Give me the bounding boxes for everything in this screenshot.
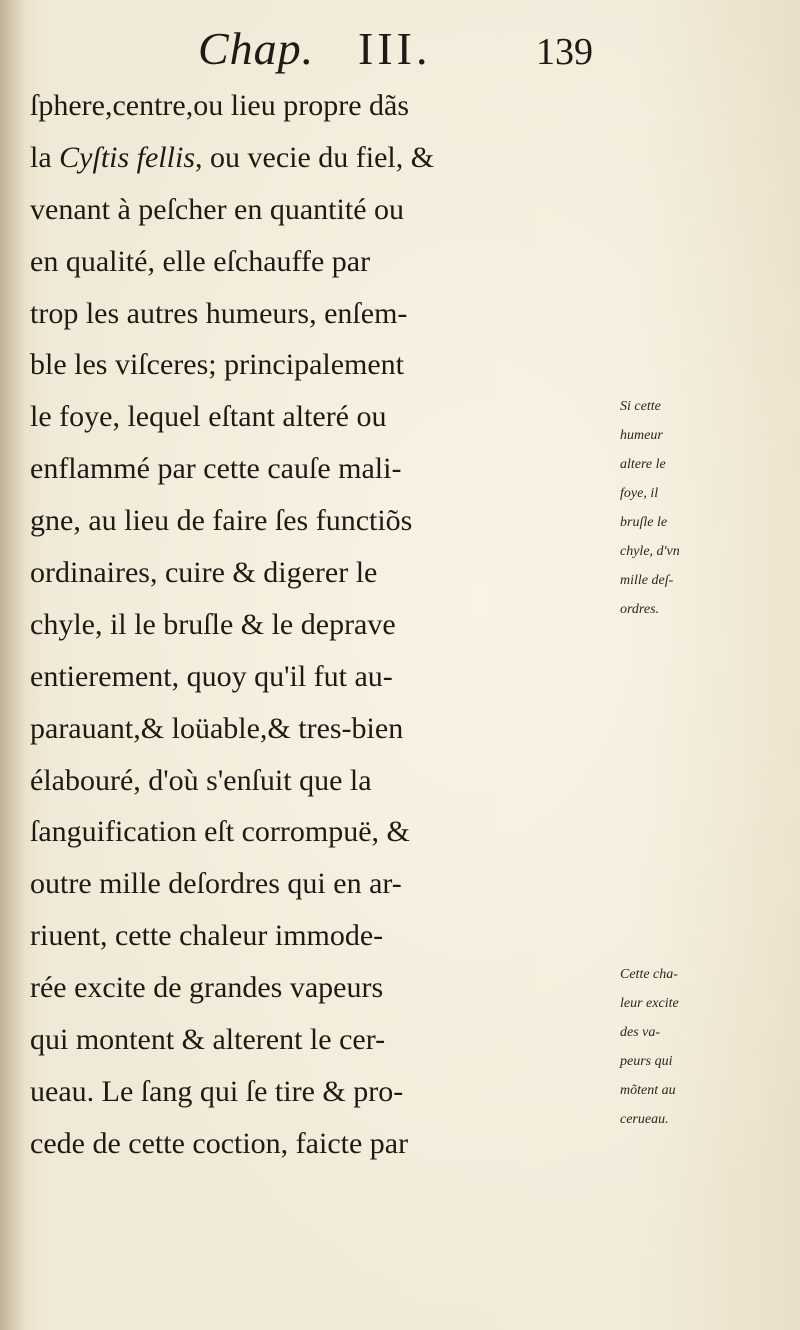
- text-line: rée excite de grandes vapeurs: [30, 971, 384, 1005]
- text-segment: la: [30, 140, 60, 174]
- text-line: élabouré, d'où s'enſuit que la: [30, 763, 372, 797]
- margin-note-foye: [620, 392, 790, 624]
- text-line: riuent, cette chaleur immode-: [30, 919, 384, 953]
- page-gutter-shadow: [0, 0, 26, 1330]
- text-line: gne, au lieu de faire ſes functiõs: [30, 504, 413, 538]
- text-line: cede de cette coction, faicte par: [30, 1126, 409, 1160]
- margin-note-line: chyle, d'vn: [620, 544, 680, 559]
- margin-note-line: altere le: [620, 457, 666, 472]
- chapter-number: III.: [358, 23, 432, 74]
- text-line: qui montent & alterent le cer-: [30, 1023, 386, 1057]
- margin-note-line: Si cette: [620, 399, 661, 414]
- latin-term: Cyſtis fellis: [59, 140, 195, 174]
- text-line: ſanguification eſt corrompuë, &: [30, 815, 410, 849]
- chapter-label: Chap.: [198, 23, 315, 74]
- text-line: ble les viſceres; principalement: [30, 348, 405, 382]
- margin-note-line: Cette cha-: [620, 967, 678, 982]
- margin-note-line: leur excite: [620, 996, 679, 1011]
- margin-note-line: bruſle le: [620, 515, 668, 530]
- margin-note-line: cerueau.: [620, 1112, 669, 1127]
- text-line: venant à peſcher en quantité ou: [30, 192, 405, 226]
- body-text: [30, 80, 630, 1170]
- text-line: ueau. Le ſang qui ſe tire & pro-: [30, 1074, 404, 1108]
- margin-note-line: mõtent au: [620, 1083, 676, 1098]
- running-header: [0, 22, 640, 82]
- text-line: outre mille deſordres qui en ar-: [30, 867, 402, 901]
- text-line: chyle, il le bruſle & le deprave: [30, 607, 396, 641]
- margin-note-chaleur: [620, 960, 790, 1134]
- margin-note-line: mille deſ-: [620, 573, 674, 588]
- text-line: ordinaires, cuire & digerer le: [30, 556, 378, 590]
- page-number: 139: [536, 31, 593, 73]
- text-segment: , ou vecie du fiel, &: [195, 140, 435, 174]
- text-line: [30, 132, 630, 184]
- text-line: le foye, lequel eſtant alteré ou: [30, 400, 387, 434]
- text-line: enflammé par cette cauſe mali-: [30, 452, 402, 486]
- margin-note-line: humeur: [620, 428, 663, 443]
- text-line: entierement, quoy qu'il fut au-: [30, 659, 393, 693]
- text-line: en qualité, elle eſchauffe par: [30, 244, 371, 278]
- text-line: parauant,& loüable,& tres-bien: [30, 711, 404, 745]
- margin-note-line: ordres.: [620, 602, 660, 617]
- text-line: ſphere,centre,ou lieu propre dãs: [30, 89, 409, 122]
- text-line: trop les autres humeurs, enſem-: [30, 296, 408, 330]
- margin-note-line: foye, il: [620, 486, 659, 501]
- margin-note-line: des va-: [620, 1025, 661, 1040]
- margin-note-line: peurs qui: [620, 1054, 673, 1069]
